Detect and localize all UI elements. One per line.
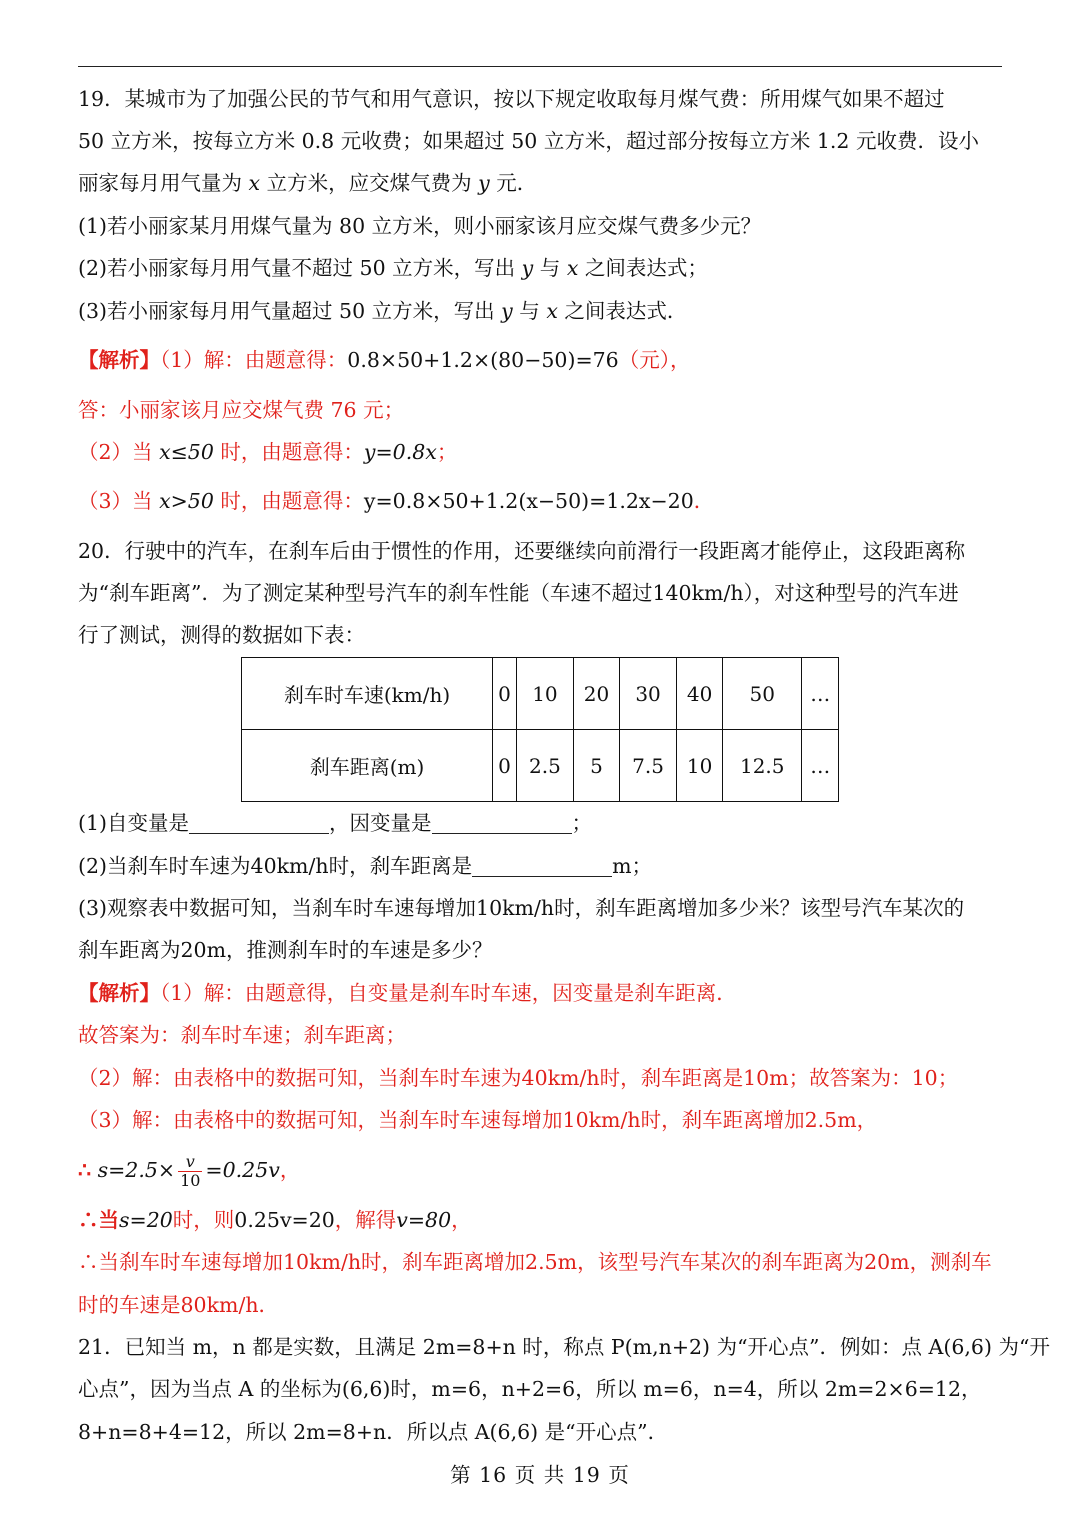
a20-conclusion-line-2: 时的车速是80km/h． [78,1293,280,1317]
q20-part-3-line-1: (3)观察表中数据可知，当刹车时车速每增加10km/h时，刹车距离增加多少米？该型号汽车某次的 [78,896,965,920]
q19-line-3: 丽家每月用气量为 x 立方米，应交煤气费为 y 元． [78,171,538,195]
q19-line-1: 19．某城市为了加强公民的节气和用气意识，按以下规定收取每月煤气费：所用煤气如果不超过 [78,87,945,111]
q20-part-1: (1)自变量是 ，因变量是 ； [78,811,593,835]
row-header-speed: 刹车时车速(km/h) [242,658,493,730]
table-row [242,658,839,730]
page-footer: 第 16 页 共 19 页 [450,1463,630,1487]
table-cell: 10 [677,730,723,802]
a20-step-3: （3）解：由表格中的数据可知，当刹车时车速每增加10km/h时，刹车距离增加2.5m， [78,1108,878,1132]
table-cell: 2.5 [516,730,573,802]
q21-line-3: 8+n=8+4=12，所以 2m=8+n．所以点 A(6,6) 是“开心点”． [78,1420,669,1444]
q19-line-2: 50 立方米，按每立方米 0.8 元收费；如果超过 50 立方米，超过部分按每立方米 1.2 元收费．设小 [78,129,979,153]
table-cell: 0 [493,730,517,802]
table-cell: 30 [620,658,677,730]
a20-step-1: 【解析】（1）解：由题意得，自变量是刹车时车速，因变量是刹车距离． [78,981,737,1005]
q19-part-2: (2)若小丽家每月用气量不超过 50 立方米，写出 y 与 x 之间表达式； [78,256,708,280]
q20-line-1: 20．行驶中的汽车，在刹车后由于惯性的作用，还要继续向前滑行一段距离才能停止，这段距离称 [78,539,966,563]
q21-line-1: 21．已知当 m，n 都是实数，且满足 2m=8+n 时，称点 P(m,n+2) 为“开心点”．例如：点 A(6,6) 为“开 [78,1335,1050,1359]
q20-part-2: (2)当刹车时车速为40km/h时，刹车距离是 m； [78,854,653,878]
a19-step-2: （2）当 x≤50 时，由题意得：y=0.8x； [78,440,458,464]
table-cell: 12.5 [723,730,802,802]
a20-step-1-answer: 故答案为：刹车时车速；刹车距离； [78,1023,406,1047]
q21-line-2: 心点”，因为当点 A 的坐标为(6,6)时，m=6，n+2=6，所以 m=6，n=4，所以 2m=2×6=12， [78,1377,982,1401]
a20-step-2: （2）解：由表格中的数据可知，当刹车时车速为40km/h时，刹车距离是10m；故答案为：10； [78,1066,959,1090]
brake-data-table [241,657,839,802]
a19-step-3: （3）当 x>50 时，由题意得：y=0.8×50+1.2(x−50)=1.2x−20． [78,489,715,513]
q19-part-1: (1)若小丽家某月用煤气量为 80 立方米，则小丽家该月应交煤气费多少元？ [78,214,762,238]
row-header-distance: 刹车距离(m) [242,730,493,802]
table-row [242,730,839,802]
table-cell: 10 [516,658,573,730]
a19-answer: 答：小丽家该月应交煤气费 76 元； [78,398,405,422]
a20-conclusion-line-1: ∴当刹车时车速每增加10km/h时，刹车距离增加2.5m，该型号汽车某次的刹车距离为20m，测刹车 [78,1250,992,1274]
q20-line-2: 为“刹车距离”．为了测定某种型号汽车的刹车性能（车速不超过140km/h），对这种型号的汽车进 [78,581,959,605]
header-rule [78,66,1002,67]
table-cell: 40 [677,658,723,730]
a20-formula-1: ∴ s=2.5× $\frac{v}{10}$ =0.25v， [78,1152,301,1190]
answer-blank-distance[interactable] [472,856,612,877]
table-cell: 5 [573,730,619,802]
table-cell: … [802,658,839,730]
q20-line-3: 行了测试，测得的数据如下表： [78,623,365,647]
table-cell: … [802,730,839,802]
table-cell: 0 [493,658,517,730]
table-cell: 7.5 [620,730,677,802]
answer-blank-dependent[interactable] [432,813,572,834]
q19-part-3: (3)若小丽家每月用气量超过 50 立方米，写出 y 与 x 之间表达式． [78,299,688,323]
table-cell: 50 [723,658,802,730]
table-cell: 20 [573,658,619,730]
fraction: $\frac{v}{10}$ [180,1152,201,1190]
a20-formula-2: ∴当s=20时，则0.25v=20，解得v=80， [78,1208,472,1232]
answer-blank-independent[interactable] [189,813,329,834]
a19-step-1: 【解析】（1）解：由题意得：0.8×50+1.2×(80−50)=76（元）， [78,348,691,372]
q20-part-3-line-2: 刹车距离为20m，推测刹车时的车速是多少？ [78,938,493,962]
